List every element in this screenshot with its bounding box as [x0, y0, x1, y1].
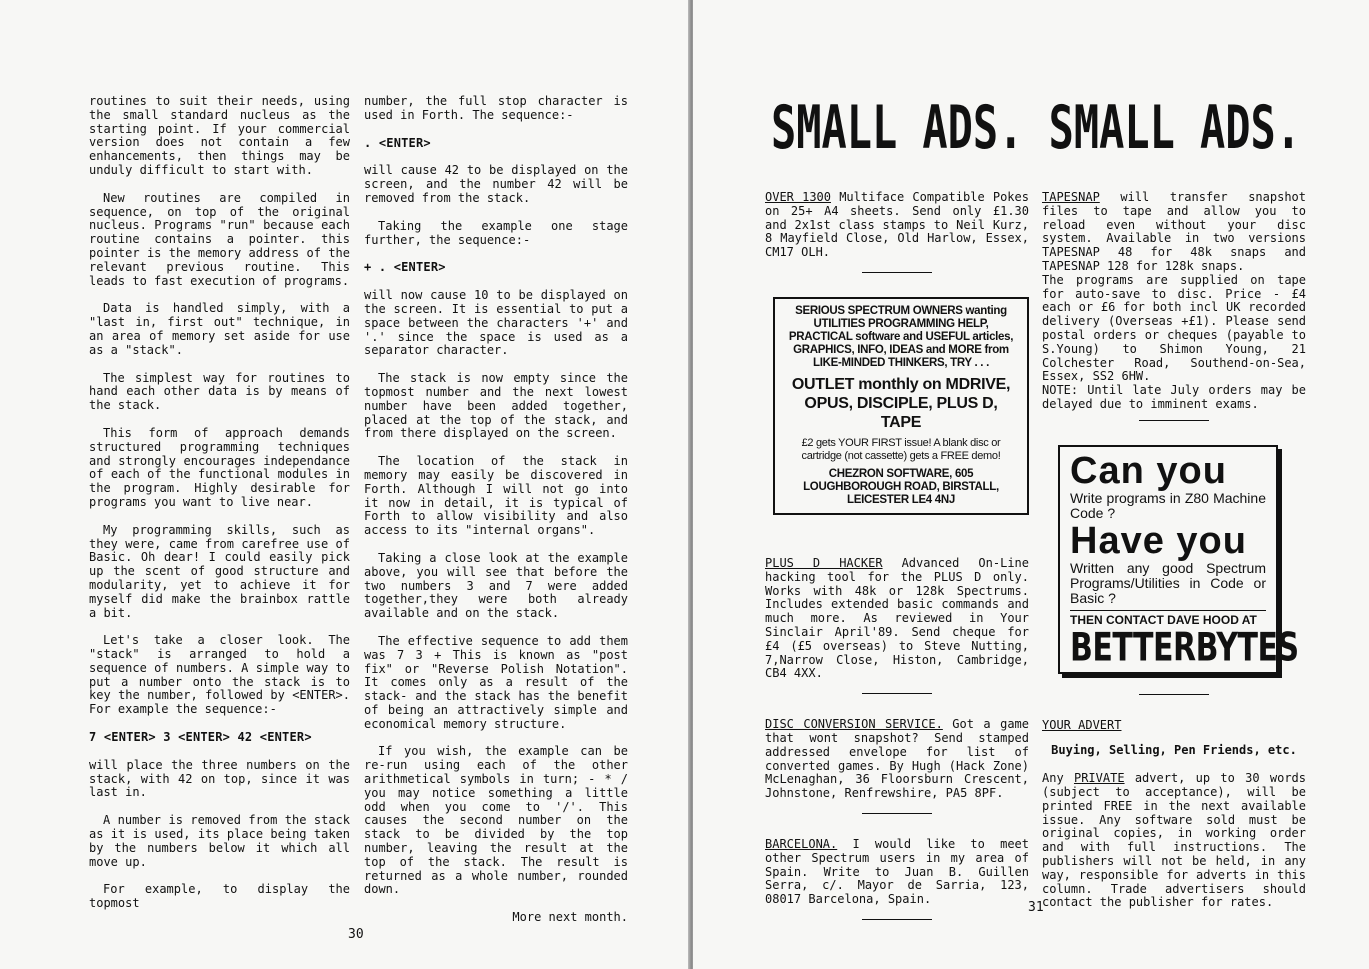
paragraph: This form of approach demands structured programming techniques and strongly encourages independance of each of the functional modules in the program. Highly desirable for programs you want to live near.	[89, 425, 350, 509]
your-advert-heading	[1042, 719, 1306, 733]
outlet-intro: SERIOUS SPECTRUM OWNERS wanting UTILITIES PROGRAMMING HELP, PRACTICAL software and USEFUL articles, GRAPHICS, INFO, IDEAS and MORE from LIKE-MINDED THINKERS, TRY . . .	[788, 304, 1014, 369]
outlet-offer: £2 gets YOUR FIRST issue! A blank disc or cartridge (not cassette) gets a FREE demo!	[801, 436, 1001, 462]
divider	[862, 919, 932, 920]
code-sequence: . <ENTER>	[364, 135, 431, 150]
code-sequence: + . <ENTER>	[364, 260, 446, 275]
ad-text: I would like to meet other Spectrum users in my area of Spain. Write to Juan B. Guillen Serra, c/. Mayor de Sarria, 123, 08017 Barcelona, Spain.	[765, 836, 1029, 907]
ad-text: Multiface Compatible Pokes on 25+ A4 sheets. Send only £1.30 and 2x1st class stamps to Neil Kurz, 8 Mayfield Close, Old Harlow, Essex, CM17 OLH.	[765, 190, 1029, 260]
ad-heading: BARCELONA.	[765, 836, 838, 851]
your-advert-body	[1042, 772, 1306, 910]
betterbytes-advert-box	[1058, 445, 1299, 674]
paragraph: will now cause 10 to be displayed on the screen. It is essential to put a space between the characters '+' and '.' since the space is used as a separator character.	[364, 288, 628, 358]
ad-text: Got a game that wont snapshot? Send stamped addressed envelope for list of converted games. By Hugh (Hack Zone) McLenaghan, 36 Floorsburn Crescent, Johnstone, Renfrewshire, PA5 8PF.	[765, 717, 1029, 801]
body-text: advert, up to 30 words (subject to acceptance), will be printed FREE in the next available issue. Any software sold must be original copies, in working order and with full instructions. The publishers will not be held, in any way, responsible for adverts in this column. Trade advertisers should contact the publisher for rates.	[1042, 771, 1306, 910]
right-column-1	[765, 191, 1029, 944]
paragraph: A number is removed from the stack as it is used, its place being taken by the numbers below it which all move up.	[89, 813, 350, 869]
closing-line: More next month.	[512, 910, 628, 925]
paragraph: The simplest way for routines to hand each other data is by means of the stack.	[89, 370, 350, 413]
ad-text: will transfer snapshot files to tape and allow you to reload even without your disc system. Available in two versions TAPESNAP 48 for 48k snaps and TAPESNAP 128 for 128k snaps.	[1042, 190, 1306, 273]
divider	[862, 272, 932, 273]
paragraph: The location of the stack in memory may easily be discovered in Forth. Although I will not go into it now in detail, it is typical of Forth to allow visibility and also access to its "internal organs".	[364, 454, 628, 538]
ad-heading: PLUS D HACKER	[765, 555, 883, 570]
ad-plus-d-hacker	[765, 557, 1029, 681]
paragraph: will cause 42 to be displayed on the screen, and the number 42 will be removed from the stack.	[364, 163, 628, 205]
outlet-address: CHEZRON SOFTWARE, 605 LOUGHBOROUGH ROAD, BIRSTALL, LEICESTER LE4 4NJ	[803, 467, 999, 506]
paragraph: will place the three numbers on the stack, with 42 on top, since it was last in.	[89, 757, 350, 800]
ad-text: Advanced On-Line hacking tool for the PLUS D only. Works with 48k or 128k Spectrums. Includes extended basic commands and much more. As reviewed in Your Sinclair April'89. Send cheque for £4 (£5 overseas) to Steve Nutting, 7,Narrow Close, Histon, Cambridge, CB4 4XX.	[765, 555, 1029, 681]
have-you-heading: Have you	[1070, 519, 1247, 562]
paragraph: Taking a close look at the example above, you will see that before the two numbers 3 and 7 were added together,they were both already available and on the stack.	[364, 550, 628, 621]
outlet-title: OUTLET monthly on MDRIVE, OPUS, DISCIPLE, PLUS D, TAPE	[791, 375, 1011, 431]
ad-note: NOTE: Until late July orders may be delayed due to imminent exams.	[1042, 383, 1306, 411]
box-text: Write programs in Z80 Machine Code ?	[1070, 489, 1266, 521]
paragraph: For example, to display the topmost	[89, 882, 350, 911]
paragraph: number, the full stop character is used in Forth. The sequence:-	[364, 94, 628, 122]
box-contact: THEN CONTACT DAVE HOOD AT	[1070, 610, 1266, 628]
code-sequence: 7 <ENTER> 3 <ENTER> 42 <ENTER>	[89, 730, 312, 745]
can-you-heading: Can you	[1070, 449, 1227, 492]
paragraph: Data is handled simply, with a "last in, first out" technique, in an area of memory set aside for use as a "stack".	[89, 301, 350, 357]
paragraph: If you wish, the example can be re-run using each of the other arithmetical symbols in turn; - * / you may notice something a little odd when you come to '/'. This causes the second number on the stack to be divided by the top number, leaving the result at the top of the stack. The result is returned as a whole number, rounded down.	[364, 744, 628, 897]
divider	[1139, 694, 1209, 695]
paragraph: Taking the example one stage further, the sequence:-	[364, 218, 628, 247]
body-underlined: PRIVATE	[1073, 771, 1125, 786]
ad-tapesnap	[1042, 191, 1306, 274]
page-number: 31	[1028, 900, 1044, 915]
right-page	[693, 0, 1369, 969]
paragraph: The stack is now empty since the topmost number and the next lowest number have been added together, placed at the top of the stack, and from there displayed on the screen.	[364, 371, 628, 441]
ad-heading: YOUR ADVERT	[1042, 717, 1122, 732]
paragraph: New routines are compiled in sequence, on top of the original nucleus. Programs "run" because each routine contains a pointer. this pointer is the memory address of the relevant previous routine. This leads to fast execution of programs.	[89, 190, 350, 288]
ad-heading: TAPESNAP	[1042, 190, 1100, 204]
paragraph: routines to suit their needs, using the small standard nucleus as the starting point. If your commercial version does not contain a few enhancements, then things may be unduly difficult to start with.	[89, 94, 350, 177]
ad-heading: DISC CONVERSION SERVICE.	[765, 717, 943, 732]
betterbytes-logo: BETTERBYTES	[1070, 624, 1299, 671]
your-advert-subheading: Buying, Selling, Pen Friends, etc.	[1051, 743, 1297, 758]
left-column-1	[89, 95, 350, 925]
ad-disc-conversion	[765, 718, 1029, 801]
divider	[1139, 420, 1209, 421]
ad-heading: OVER 1300	[765, 190, 831, 204]
small-ads-banner	[771, 92, 1331, 154]
page-number: 30	[348, 927, 364, 942]
box-text: Written any good Spectrum Programs/Utilities in Code or Basic ?	[1070, 559, 1266, 606]
divider	[862, 693, 932, 694]
paragraph: The effective sequence to add them was 7 3 + This is known as "post fix" or "Reverse Polish Notation". It comes only as a result of the stack- and the stack has the benefit of being an attractively simple and economical memory structure.	[364, 633, 628, 731]
right-column-2	[1042, 191, 1306, 910]
ad-multiface	[765, 191, 1029, 260]
divider	[862, 813, 932, 814]
left-column-2	[364, 95, 628, 939]
paragraph: Let's take a closer look. The "stack" is arranged to hold a sequence of numbers. A simple way to put a number onto the stack is to key the number, followed by <ENTER>. For example the sequence:-	[89, 633, 350, 717]
ad-barcelona	[765, 838, 1029, 907]
paragraph: My programming skills, such as they were, came from carefree use of Basic. Oh dear! I could easily pick up the scent of good structure and modularity, yet to achieve it for myself did make the brainbox rattle a bit.	[89, 522, 350, 620]
body-text: Any	[1042, 771, 1074, 786]
banner-text: SMALL ADS. SMALL ADS.	[771, 93, 1301, 154]
ad-text: The programs are supplied on tape for auto-save to disc. Price - £4 each or £6 for both incl UK recorded delivery (Overseas +£1). Please send postal orders or cheques (payable to S.Young) to Shimon Young, 21 Colchester Road, Southend-on-Sea, Essex, SS2 6HW.	[1042, 272, 1306, 384]
outlet-advert-box	[773, 297, 1029, 515]
